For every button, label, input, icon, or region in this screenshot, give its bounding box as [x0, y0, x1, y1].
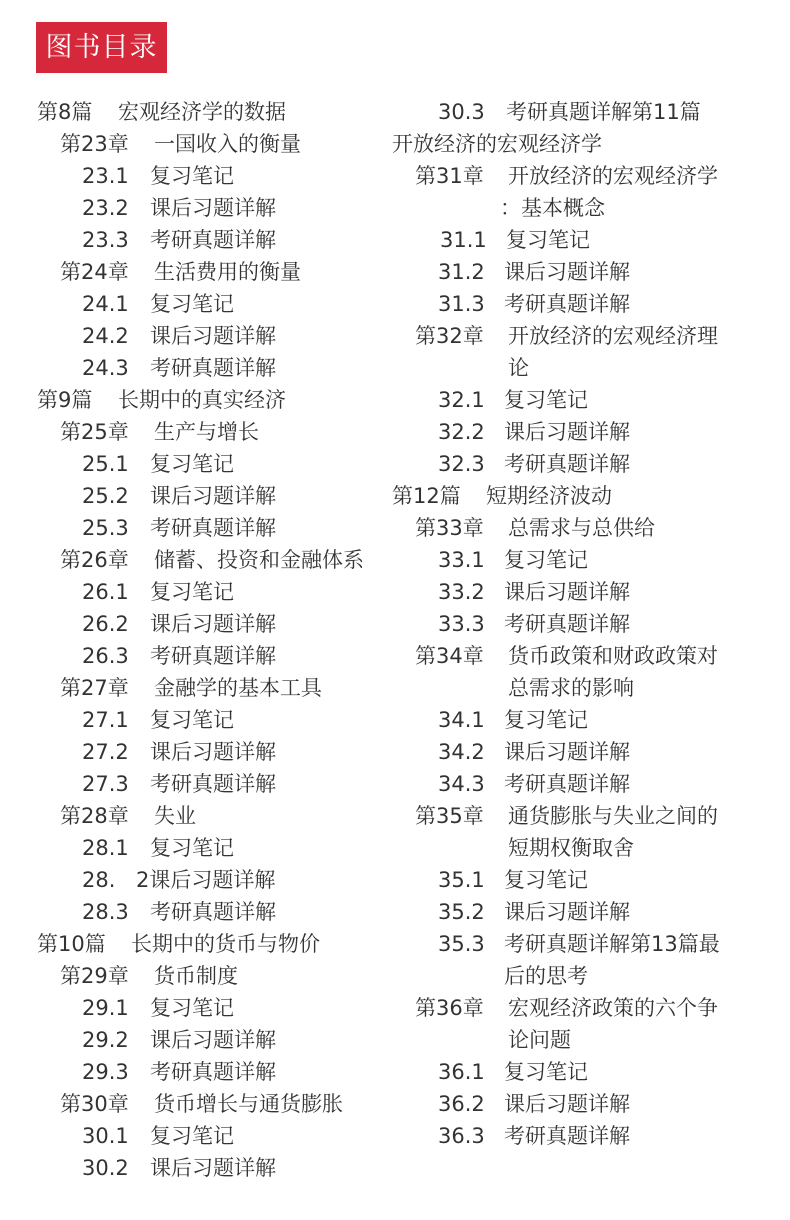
toc-title: 宏观经济政策的六个争 — [508, 996, 718, 1020]
toc-title: ：基本概念 — [500, 196, 605, 220]
toc-section — [0, 736, 395, 768]
toc-number: 36.3 — [438, 1124, 485, 1148]
toc-number: 26.2 — [82, 612, 129, 636]
toc-title: 复习笔记 — [506, 228, 590, 252]
toc-number: 24.3 — [82, 356, 129, 380]
toc-title: 考研真题详解 — [150, 644, 276, 668]
toc-continuation — [392, 832, 790, 864]
toc-number: 第10篇 — [37, 932, 106, 956]
toc-section — [392, 544, 790, 576]
toc-section — [0, 448, 395, 480]
toc-title: 考研真题详解 — [504, 452, 630, 476]
toc-title: 开放经济的宏观经济理 — [508, 324, 718, 348]
toc-number: 第26章 — [60, 548, 129, 572]
toc-section — [0, 608, 395, 640]
toc-left-column — [0, 96, 395, 1184]
toc-chapter — [0, 960, 395, 992]
toc-title: 复习笔记 — [150, 708, 234, 732]
toc-section — [0, 832, 395, 864]
toc-title: 课后习题详解 — [504, 580, 630, 604]
toc-number: 第32章 — [415, 324, 484, 348]
toc-chapter — [0, 128, 395, 160]
toc-number: 23.2 — [82, 196, 129, 220]
toc-number: 34.2 — [438, 740, 485, 764]
toc-title: 课后习题详解 — [504, 900, 630, 924]
toc-title: 考研真题详解 — [504, 1124, 630, 1148]
toc-section — [0, 1152, 395, 1184]
toc-number: 28.1 — [82, 836, 129, 860]
toc-title: 考研真题详解 — [504, 772, 630, 796]
toc-part — [0, 96, 395, 128]
toc-number: 第24章 — [60, 260, 129, 284]
toc-number: 第28章 — [60, 804, 129, 828]
toc-title: 货币制度 — [154, 964, 238, 988]
toc-title: 后的思考 — [504, 964, 588, 988]
toc-continuation — [392, 960, 790, 992]
toc-chapter — [0, 672, 395, 704]
catalog-title-badge: 图书目录 — [36, 22, 167, 73]
toc-section — [0, 576, 395, 608]
toc-number: 32.2 — [438, 420, 485, 444]
toc-section — [392, 736, 790, 768]
toc-title: 复习笔记 — [504, 1060, 588, 1084]
toc-title: 货币政策和财政政策对 — [508, 644, 718, 668]
toc-title: 开放经济的宏观经济学 — [508, 164, 718, 188]
toc-section — [392, 928, 790, 960]
toc-title: 失业 — [154, 804, 196, 828]
toc-title: 论 — [508, 356, 529, 380]
toc-section — [392, 768, 790, 800]
toc-number: 第29章 — [60, 964, 129, 988]
toc-title: 复习笔记 — [150, 1124, 234, 1148]
toc-section — [0, 352, 395, 384]
toc-number: 31.1 — [440, 228, 487, 252]
toc-number: 30.3 — [438, 100, 485, 124]
toc-title: 课后习题详解 — [504, 1092, 630, 1116]
toc-continuation — [392, 352, 790, 384]
toc-title: 考研真题详解 — [504, 612, 630, 636]
toc-chapter — [392, 800, 790, 832]
toc-title: 总需求的影响 — [508, 676, 634, 700]
toc-section — [0, 1120, 395, 1152]
toc-number: 29.2 — [82, 1028, 129, 1052]
toc-section — [392, 608, 790, 640]
toc-title: 课后习题详解 — [150, 1156, 276, 1180]
toc-title: 通货膨胀与失业之间的 — [508, 804, 718, 828]
toc-number: 25.2 — [82, 484, 129, 508]
toc-title: 课后习题详解 — [150, 612, 276, 636]
toc-number: 36.2 — [438, 1092, 485, 1116]
toc-number: 第30章 — [60, 1092, 129, 1116]
toc-chapter — [0, 800, 395, 832]
toc-title: 复习笔记 — [504, 548, 588, 572]
toc-number: 27.1 — [82, 708, 129, 732]
toc-number: 34.1 — [438, 708, 485, 732]
toc-number: 35.1 — [438, 868, 485, 892]
toc-section — [392, 576, 790, 608]
toc-section — [0, 288, 395, 320]
toc-section — [0, 864, 395, 896]
toc-number: 第23章 — [60, 132, 129, 156]
toc-title: 论问题 — [508, 1028, 571, 1052]
toc-number: 第27章 — [60, 676, 129, 700]
toc-title: 总需求与总供给 — [508, 516, 655, 540]
toc-number: 第35章 — [415, 804, 484, 828]
toc-section — [392, 288, 790, 320]
toc-title: 货币增长与通货膨胀 — [154, 1092, 343, 1116]
toc-number: 27.3 — [82, 772, 129, 796]
toc-number: 27.2 — [82, 740, 129, 764]
toc-number: 26.3 — [82, 644, 129, 668]
toc-number: 32.1 — [438, 388, 485, 412]
toc-title: 短期权衡取舍 — [508, 836, 634, 860]
toc-title: 金融学的基本工具 — [154, 676, 322, 700]
toc-section — [0, 320, 395, 352]
toc-number: 第12篇 — [392, 484, 461, 508]
toc-chapter — [0, 416, 395, 448]
toc-number: 31.2 — [438, 260, 485, 284]
toc-section — [0, 992, 395, 1024]
toc-section — [392, 416, 790, 448]
toc-chapter — [392, 640, 790, 672]
toc-title: 复习笔记 — [150, 164, 234, 188]
toc-title: 长期中的货币与物价 — [131, 932, 320, 956]
toc-section — [0, 896, 395, 928]
toc-number: 32.3 — [438, 452, 485, 476]
toc-number: 23.3 — [82, 228, 129, 252]
toc-section — [392, 384, 790, 416]
toc-title: 考研真题详解 — [150, 356, 276, 380]
toc-title: 开放经济的宏观经济学 — [392, 132, 602, 156]
toc-title: 考研真题详解 — [150, 900, 276, 924]
toc-number: 第9篇 — [37, 388, 93, 412]
toc-continuation — [392, 128, 790, 160]
toc-title: 考研真题详解 — [504, 292, 630, 316]
toc-number: 28.3 — [82, 900, 129, 924]
toc-section — [392, 96, 790, 128]
toc-section — [0, 480, 395, 512]
toc-number: 33.2 — [438, 580, 485, 604]
toc-number: 26.1 — [82, 580, 129, 604]
toc-section — [392, 224, 790, 256]
toc-section — [392, 1120, 790, 1152]
toc-title: 复习笔记 — [150, 292, 234, 316]
toc-title: 复习笔记 — [150, 996, 234, 1020]
toc-chapter — [392, 160, 790, 192]
toc-section — [0, 704, 395, 736]
toc-number: 24.2 — [82, 324, 129, 348]
toc-section — [0, 192, 395, 224]
toc-title: 课后习题详解 — [150, 1028, 276, 1052]
toc-title: 2课后习题详解 — [136, 868, 276, 892]
toc-section — [0, 1024, 395, 1056]
toc-section — [0, 640, 395, 672]
toc-number: 30.2 — [82, 1156, 129, 1180]
toc-section — [0, 224, 395, 256]
toc-title: 复习笔记 — [150, 452, 234, 476]
toc-title: 生活费用的衡量 — [154, 260, 301, 284]
toc-title: 一国收入的衡量 — [154, 132, 301, 156]
toc-number: 28. — [82, 868, 116, 892]
toc-title: 课后习题详解 — [504, 740, 630, 764]
toc-title: 长期中的真实经济 — [118, 388, 286, 412]
toc-number: 第36章 — [415, 996, 484, 1020]
toc-title: 宏观经济学的数据 — [118, 100, 286, 124]
toc-number: 30.1 — [82, 1124, 129, 1148]
toc-title: 课后习题详解 — [504, 260, 630, 284]
toc-chapter — [0, 544, 395, 576]
toc-continuation — [392, 192, 790, 224]
toc-title: 考研真题详解 — [150, 772, 276, 796]
toc-part — [0, 928, 395, 960]
toc-number: 29.1 — [82, 996, 129, 1020]
toc-title: 考研真题详解第13篇最 — [504, 932, 720, 956]
toc-title: 考研真题详解 — [150, 516, 276, 540]
toc-number: 35.2 — [438, 900, 485, 924]
toc-title: 课后习题详解 — [504, 420, 630, 444]
toc-section — [392, 1056, 790, 1088]
toc-number: 29.3 — [82, 1060, 129, 1084]
toc-part — [0, 384, 395, 416]
toc-title: 复习笔记 — [504, 388, 588, 412]
toc-chapter — [0, 256, 395, 288]
toc-number: 36.1 — [438, 1060, 485, 1084]
toc-number: 第8篇 — [37, 100, 93, 124]
toc-title: 生产与增长 — [154, 420, 259, 444]
toc-section — [392, 704, 790, 736]
toc-continuation — [392, 672, 790, 704]
toc-number: 31.3 — [438, 292, 485, 316]
toc-title: 课后习题详解 — [150, 484, 276, 508]
toc-title: 复习笔记 — [504, 868, 588, 892]
toc-number: 34.3 — [438, 772, 485, 796]
toc-number: 24.1 — [82, 292, 129, 316]
toc-section — [0, 512, 395, 544]
toc-section — [392, 864, 790, 896]
toc-continuation — [392, 1024, 790, 1056]
toc-number: 第33章 — [415, 516, 484, 540]
toc-section — [0, 1056, 395, 1088]
toc-section — [0, 160, 395, 192]
toc-part — [392, 480, 790, 512]
toc-title: 考研真题详解 — [150, 228, 276, 252]
toc-title: 储蓄、投资和金融体系 — [154, 548, 364, 572]
toc-chapter — [392, 512, 790, 544]
toc-title: 考研真题详解 — [150, 1060, 276, 1084]
toc-section — [392, 1088, 790, 1120]
toc-number: 第31章 — [415, 164, 484, 188]
toc-title: 复习笔记 — [150, 580, 234, 604]
toc-number: 33.3 — [438, 612, 485, 636]
toc-title: 课后习题详解 — [150, 740, 276, 764]
toc-title: 考研真题详解第11篇 — [506, 100, 701, 124]
toc-number: 23.1 — [82, 164, 129, 188]
toc-title: 复习笔记 — [150, 836, 234, 860]
toc-number: 35.3 — [438, 932, 485, 956]
toc-title: 短期经济波动 — [486, 484, 612, 508]
toc-chapter — [392, 320, 790, 352]
toc-number: 25.1 — [82, 452, 129, 476]
toc-title: 复习笔记 — [504, 708, 588, 732]
toc-chapter — [392, 992, 790, 1024]
toc-chapter — [0, 1088, 395, 1120]
toc-title: 课后习题详解 — [150, 196, 276, 220]
toc-number: 25.3 — [82, 516, 129, 540]
toc-section — [392, 256, 790, 288]
toc-number: 第34章 — [415, 644, 484, 668]
toc-number: 第25章 — [60, 420, 129, 444]
toc-right-column — [392, 96, 790, 1152]
toc-section — [392, 448, 790, 480]
toc-section — [392, 896, 790, 928]
toc-section — [0, 768, 395, 800]
toc-title: 课后习题详解 — [150, 324, 276, 348]
toc-number: 33.1 — [438, 548, 485, 572]
